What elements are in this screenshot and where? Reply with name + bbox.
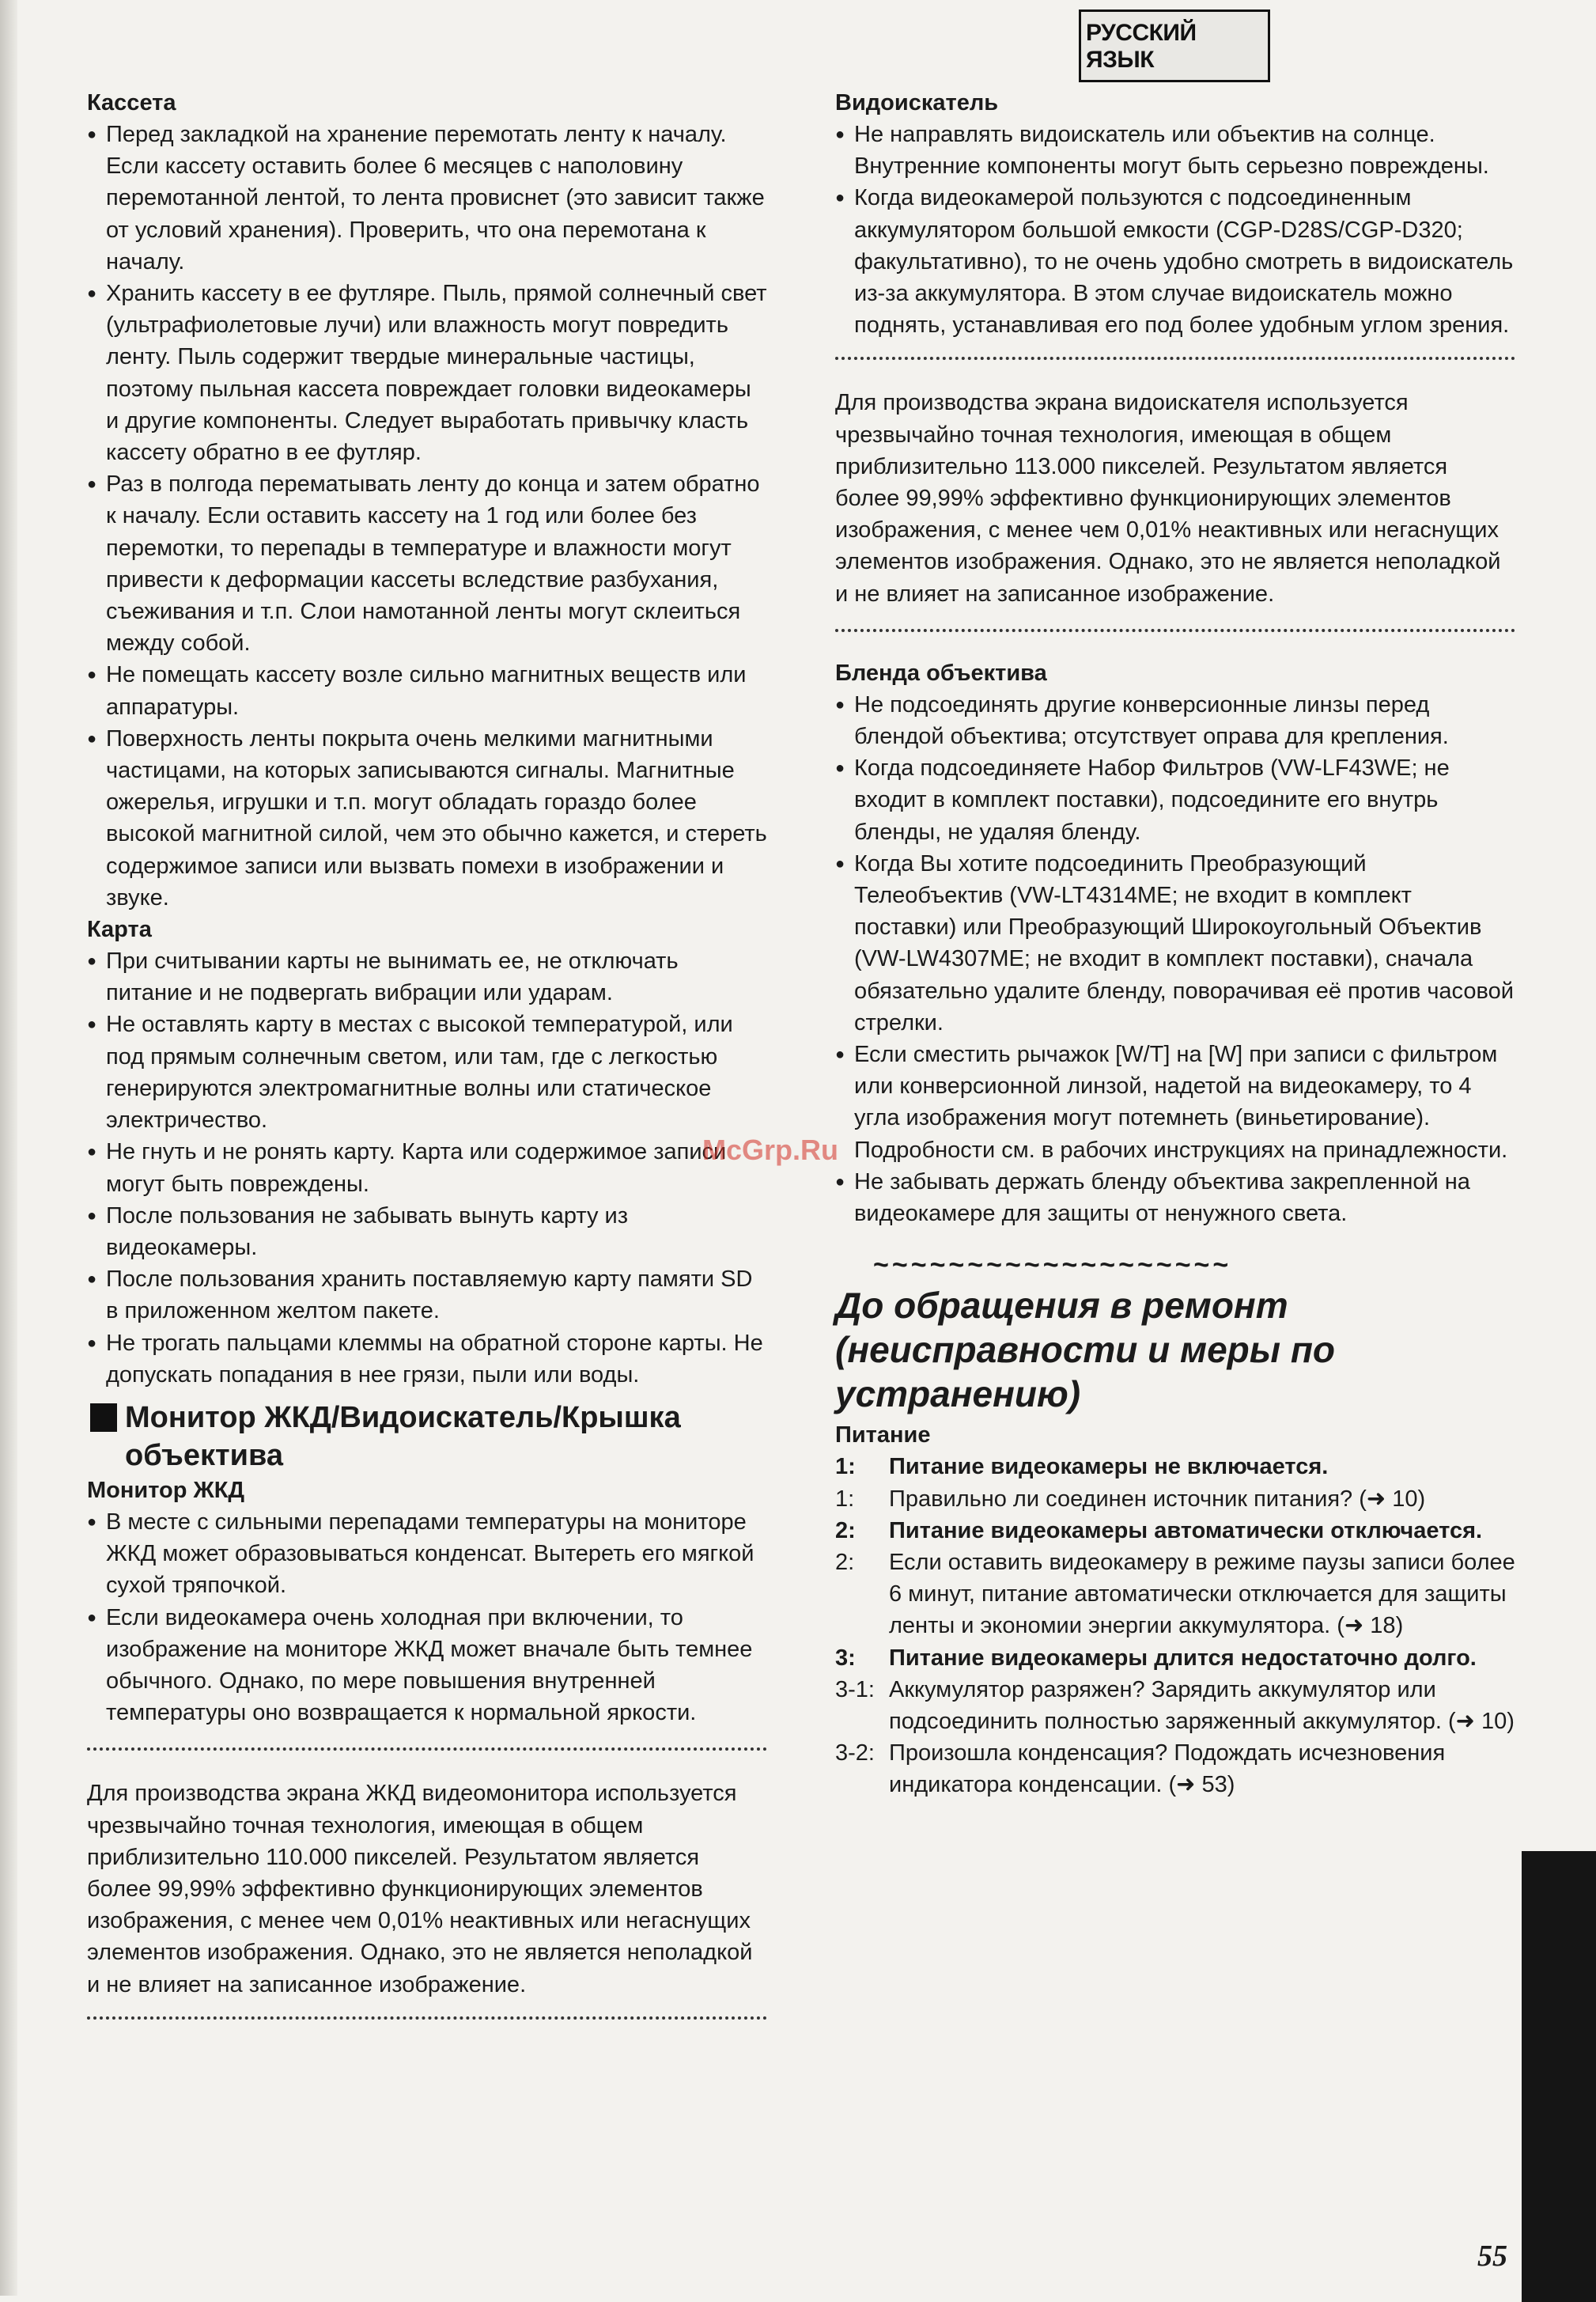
dotted-divider: [835, 629, 1515, 632]
lcd-monitor-list: [87, 1506, 767, 1728]
troubleshoot-question: 3: Питание видеокамеры длится недостаточно долго.: [835, 1645, 1477, 1671]
language-label: [1079, 9, 1270, 82]
list-item: ● Не подсоединять другие конверсионные линзы перед блендой объектива; отсутствует оправа для крепления.: [835, 689, 1515, 752]
lcd-monitor-title: Монитор ЖКД: [87, 1477, 245, 1503]
list-item: ● Когда видеокамерой пользуются с подсоединенным аккумулятором большой емкости (CGP-D28S/CGP-D320; факультативно), то не очень удобно смотреть в видоискатель из-за аккумулятора. В этом случае видоискатель можно поднять, устанавливая его под более удобным углом зрения.: [835, 182, 1515, 341]
card-title: Карта: [87, 917, 152, 943]
viewfinder-list: [835, 119, 1515, 341]
troubleshoot-question: 1: Питание видеокамеры не включается.: [835, 1454, 1329, 1480]
list-item: ● Раз в полгода перематывать ленту до конца и затем обратно к началу. Если оставить кассету на 1 год или более без перемотки, то перепады в температуре и влажности могут привести к деформации кассеты вследствие разбухания, съеживания и т.п. Слои намотанной ленты могут склеиться между собой.: [87, 468, 767, 659]
troubleshoot-answer: 3-1: Аккумулятор разряжен? Зарядить аккумулятор или подсоединить полностью заряженный аккумулятор. (➜ 10): [835, 1676, 1515, 1734]
list-item: ● После пользования не забывать вынуть карту из видеокамеры.: [87, 1200, 767, 1263]
lcd-pixel-note: Для производства экрана ЖКД видеомонитора используется чрезвычайно точная технология, имеющая в общем приблизительно 110.000 пикселей. Результатом является более 99,99% эффективно функционирующих элементов изображения, с менее чем 0,01% неактивных или негаснущих элементов изображения. Однако, это не является неполадкой и не влияет на записанное изображение.: [87, 1781, 753, 1997]
list-item: ● Не помещать кассету возле сильно магнитных веществ или аппаратуры.: [87, 659, 767, 722]
right-column: [835, 87, 1515, 1801]
cassette-title: Кассета: [87, 90, 176, 115]
list-item: ● Если видеокамера очень холодная при включении, то изображение на мониторе ЖКД может вначале быть темнее обычного. Однако, по мере повышения внутренней температуры оно возвращается к нормальной яркости.: [87, 1602, 767, 1729]
monitor-section-title: Монитор ЖКД/Видоискатель/Крышка объектива: [87, 1399, 767, 1475]
troubleshoot-question: 2: Питание видеокамеры автоматически отключается.: [835, 1517, 1483, 1543]
power-troubleshooting-list: [835, 1451, 1515, 1800]
side-tab: [1522, 1851, 1596, 2302]
list-item: ● Если сместить рычажок [W/T] на [W] при записи с фильтром или конверсионной линзой, надетой на видеокамеру, то 4 угла изображения могут потемнеть (виньетирование). Подробности см. в рабочих инструкциях на принадлежности.: [835, 1039, 1515, 1166]
list-item: ● Когда подсоединяете Набор Фильтров (VW-LF43WE; не входит в комплект поставки), подсоедините его внутрь бленды, не удаляя бленду.: [835, 752, 1515, 848]
dotted-divider: [835, 357, 1515, 360]
left-column: [87, 87, 767, 2020]
lens-hood-list: [835, 689, 1515, 1229]
dotted-divider: [87, 2016, 767, 2020]
troubleshoot-answer: 1: Правильно ли соединен источник питания? (➜ 10): [835, 1486, 1426, 1512]
dotted-divider: [87, 1747, 767, 1751]
list-item: ● Не направлять видоискатель или объектив на солнце. Внутренние компоненты могут быть серьезно повреждены.: [835, 119, 1515, 182]
page-number: 55: [1477, 2240, 1507, 2273]
language-label-text: РУССКИЙ ЯЗЫК: [1086, 20, 1197, 73]
section-marker-icon: [90, 1403, 117, 1432]
viewfinder-title: Видоискатель: [835, 90, 999, 115]
tilde-divider: ~~~~~~~~~~~~~~~~~~~: [873, 1250, 1232, 1281]
list-item: ● Не трогать пальцами клеммы на обратной стороне карты. Не допускать попадания в нее грязи, пыли или воды.: [87, 1327, 767, 1391]
list-item: ● В месте с сильными перепадами температуры на мониторе ЖКД может образовываться конденсат. Вытереть его мягкой сухой тряпочкой.: [87, 1506, 767, 1602]
list-item: ● Не забывать держать бленду объектива закрепленной на видеокамере для защиты от ненужного света.: [835, 1166, 1515, 1229]
list-item: ● Когда Вы хотите подсоединить Преобразующий Телеобъектив (VW-LT4314ME; не входит в комплект поставки) или Преобразующий Широкоугольный Объектив (VW-LW4307ME; не входит в комплект поставки), сначала обязательно удалите бленду, поворачивая её против часовой стрелки.: [835, 848, 1515, 1039]
page-edge: [0, 0, 17, 2296]
list-item: ● Поверхность ленты покрыта очень мелкими магнитными частицами, на которых записываются сигналы. Магнитные ожерелья, игрушки и т.п. могут обладать гораздо более высокой магнитной силой, чем это обычно кажется, и стереть содержимое записи или вызвать помехи в изображении и звуке.: [87, 723, 767, 914]
troubleshoot-answer: 2: Если оставить видеокамеру в режиме паузы записи более 6 минут, питание автоматически отключается для защиты ленты и экономии энергии аккумулятора. (➜ 18): [835, 1549, 1515, 1639]
watermark-text: McGrp.Ru: [702, 1134, 839, 1166]
list-item: ● Не оставлять карту в местах с высокой температурой, или под прямым солнечным светом, или там, где с легкостью генерируются электромагнитные волны или статическое электричество.: [87, 1009, 767, 1136]
list-item: ● Хранить кассету в ее футляре. Пыль, прямой солнечный свет (ультрафиолетовые лучи) или влажность могут повредить ленту. Пыль содержит твердые минеральные частицы, поэтому пыльная кассета повреждает головки видеокамеры и другие компоненты. Следует выработать привычку класть кассету обратно в ее футляр.: [87, 278, 767, 468]
repair-title: До обращения в ремонт (неисправности и меры по устранению): [835, 1285, 1336, 1415]
lens-hood-title: Бленда объектива: [835, 660, 1047, 686]
viewfinder-pixel-note: Для производства экрана видоискателя используется чрезвычайно точная технология, имеющая в общем приблизительно 113.000 пикселей. Результатом является более 99,99% эффективно функционирующих элементов изображения, с менее чем 0,01% неактивных или негаснущих элементов изображения. Однако, это не является неполадкой и не влияет на записанное изображение.: [835, 390, 1501, 607]
list-item: ● При считывании карты не вынимать ее, не отключать питание и не подвергать вибрации или ударам.: [87, 945, 767, 1009]
list-item: ● После пользования хранить поставляемую карту памяти SD в приложенном желтом пакете.: [87, 1263, 767, 1327]
cassette-list: [87, 119, 767, 914]
power-title: Питание: [835, 1422, 931, 1448]
list-item: ● Перед закладкой на хранение перемотать ленту к началу. Если кассету оставить более 6 месяцев с наполовину перемотанной лентой, то лента провиснет (это зависит также от условий хранения). Проверить, что она перемотана к началу.: [87, 119, 767, 278]
card-list: [87, 945, 767, 1391]
list-item: ● Не гнуть и не ронять карту. Карта или содержимое записи могут быть повреждены.: [87, 1136, 767, 1199]
troubleshoot-answer: 3-2: Произошла конденсация? Подождать исчезновения индикатора конденсации. (➜ 53): [835, 1740, 1446, 1798]
